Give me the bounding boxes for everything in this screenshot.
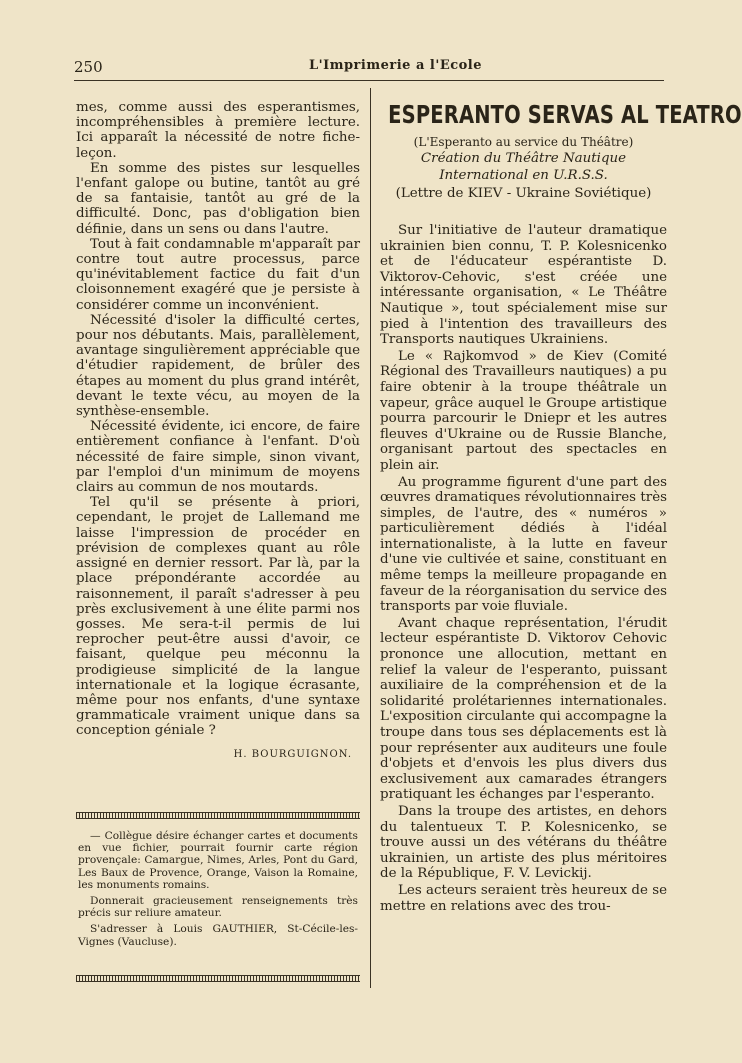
article-italic-line: Création du Théâtre Nautique bbox=[420, 151, 627, 166]
article-headline: ESPERANTO SERVAS AL TEATRO bbox=[388, 100, 742, 129]
paragraph: Nécessité d'isoler la difficulté certes, pour nos débutants. Mais, parallèlement, avantage singulièrement appréciable que d'étudier rapidement, de brûler des étapes au moment du plus grand intérêt, devant le texte vécu, au moyen de la synthèse-ensemble. bbox=[76, 312, 360, 420]
article-italic-line: International en U.R.S.S. bbox=[439, 168, 608, 183]
header-rule bbox=[74, 80, 664, 81]
article-body bbox=[380, 223, 667, 914]
paragraph: mes, comme aussi des esperantismes, incompréhensibles à première lecture. Ici apparaît la nécessité de notre fiche-leçon. bbox=[76, 100, 360, 161]
paragraph: Tel qu'il se présente à priori, cependant, le projet de Lallemand me laisse l'impression de procéder en prévision de complexes quant au rôle assigné en dernier ressort. Par là, par la place prépondérante accordée au raisonnement, il paraît s'adresser à peu près exclusivement à une élite parmi nos gosses. Me sera-t-il permis de lui reprocher peut-être aussi d'avoir, ce faisant, quelque peu méconnu la prodigieuse simplicité de la langue internationale et la logique écrasante, même pour nos enfants, d'une syntaxe grammaticale vraiment unique dans sa conception géniale ? bbox=[76, 495, 360, 739]
paragraph: Dans la troupe des artistes, en dehors du talentueux T. P. Kolesnicenko, se trouve aussi un des vétérans du théâtre ukrainien, un artiste des plus méritoires de la République, F. V. Levickij. bbox=[380, 803, 667, 882]
classified-notice bbox=[78, 830, 358, 952]
paragraph: Avant chaque représentation, l'érudit lecteur espérantiste D. Viktorov Cehovic prononce une allocution, mettant en relief la valeur de l'esperanto, puissant auxiliaire de la compréhension et de la solidarité prolétariennes internationales. L'exposition circulante qui accompagne la troupe dans tous ses déplacements est là pour représenter aux auditeurs une foule d'objets et d'envois les plus divers dus exclusivement aux camarades étrangers pratiquant les échanges par l'esperanto. bbox=[380, 615, 667, 803]
paragraph: Tout à fait condamnable m'apparaît par contre tout autre processus, parce qu'inévitablement factice du fait d'un cloisonnement exagéré que je persiste à considérer comme un inconvénient. bbox=[76, 236, 360, 313]
article-dateline: (Lettre de KIEV - Ukraine Soviétique) bbox=[395, 186, 652, 201]
column-divider bbox=[370, 88, 371, 988]
paragraph: Le « Rajkomvod » de Kiev (Comité Régional des Travailleurs nautiques) a pu faire obtenir à la troupe théâtrale un vapeur, grâce auquel le Groupe artistique pourra parcourir le Dniepr et les autres fleuves d'Ukraine ou de Russie Blanche, organisant partout des spectacles en plein air. bbox=[380, 348, 667, 473]
article-subtitle: (L'Esperanto au service du Théâtre) bbox=[413, 135, 634, 149]
page-header bbox=[74, 54, 664, 80]
right-column bbox=[380, 100, 742, 915]
left-column bbox=[76, 100, 360, 762]
notice-paragraph: Donnerait gracieusement renseignements très précis sur reliure amateur. bbox=[78, 895, 358, 920]
paragraph: Les acteurs seraient très heureux de se mettre en relations avec des trou- bbox=[380, 882, 667, 914]
running-head: L'Imprimerie a l'Ecole bbox=[309, 58, 483, 73]
author-signature: H. BOURGUIGNON. bbox=[233, 748, 352, 760]
notice-paragraph: S'adresser à Louis GAUTHIER, St-Cécile-les-Vignes (Vaucluse). bbox=[78, 923, 358, 948]
paragraph: Au programme figurent d'une part des œuvres dramatiques révolutionnaires très simples, de l'autre, des « numéros » particulièrement dédiés à l'idéal internationaliste, à la lutte en faveur d'une vie cultivée et saine, constituant en même temps la meilleure propagande en faveur de la réorganisation du service des transports par voie fluviale. bbox=[380, 474, 667, 615]
paragraph: En somme des pistes sur lesquelles l'enfant galope ou butine, tantôt au gré de sa fantaisie, tantôt au gré de la difficulté. Donc, pas d'obligation bien définie, dans un sens ou dans l'autre. bbox=[76, 160, 360, 237]
paragraph: Nécessité évidente, ici encore, de faire entièrement confiance à l'enfant. D'où nécessité de faire simple, sinon vivant, par l'emploi d'un minimum de moyens clairs au commun de nos moutards. bbox=[76, 419, 360, 496]
decorative-rule-top bbox=[76, 812, 360, 819]
page-number: 250 bbox=[74, 58, 103, 76]
decorative-rule-bottom bbox=[76, 975, 360, 982]
notice-paragraph: — Collègue désire échanger cartes et documents en vue fichier, pourrait fournir carte région provençale: Camargue, Nimes, Arles, Pont du Gard, Les Baux de Provence, Orange, Vaison la Romaine, les monuments romains. bbox=[78, 830, 358, 891]
paragraph: Sur l'initiative de l'auteur dramatique ukrainien bien connu, T. P. Kolesnicenko et de l'éducateur espérantiste D. Viktorov-Cehovic, s'est créée une intéressante organisation, « Le Théâtre Nautique », tout spécialement mise sur pied à l'intention des travailleurs des Transports nautiques Ukrainiens. bbox=[380, 223, 667, 348]
